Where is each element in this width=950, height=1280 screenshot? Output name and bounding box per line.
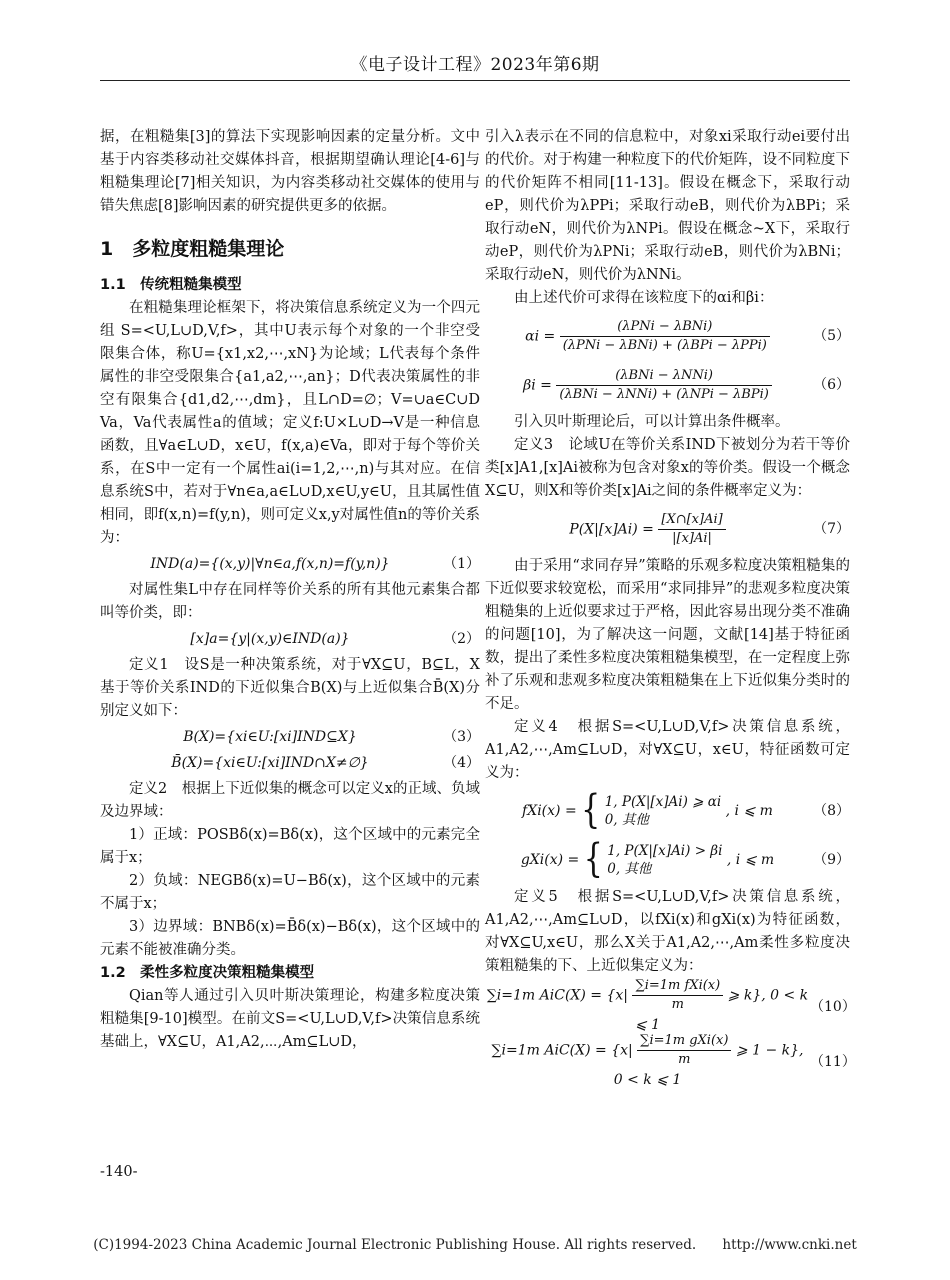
fraction	[560, 318, 770, 355]
definition-1: 定义1 设S是一种决策系统，对于∀X⊆U，B⊆L，X基于等价关系IND的下近似集合B(X)与上近似集合B̄(X)分别定义如下：	[100, 657, 480, 719]
equation-number: （3）	[443, 729, 480, 745]
paragraph: Qian等人通过引入贝叶斯决策理论，构建多粒度决策粗糙集[9-10]模型。在前文S=<U,L∪D,V,f>决策信息系统基础上，∀X⊆U，A1,A2,⋯,Am⊆L∪D，	[100, 988, 480, 1050]
numerator: (λBNi − λNNi)	[556, 367, 771, 386]
equation-rhs: ⩾ 1 − k}, 0 < k ⩽ 1	[613, 1042, 804, 1088]
paragraph: 对属性集L中存在同样等价关系的所有其他元素集合都叫等价类，即：	[100, 582, 480, 621]
numerator: ∑i=1m gXi(x)	[637, 1032, 731, 1051]
definition-5: 定义5 根据S=<U,L∪D,V,f>决策信息系统，A1,A2,⋯,Am⊆L∪D，以fXi(x)和gXi(x)为特征函数，对∀X⊆U,x∈U，那么X关于A1,A2,⋯,Am柔性多粒度决策粗糙集的下、上近似集定义为：	[485, 889, 850, 974]
equation-lhs: fXi(x) =	[522, 803, 577, 819]
equation-10	[485, 978, 856, 1033]
denominator: |[x]Ai|	[672, 530, 712, 546]
fraction	[556, 367, 771, 404]
equation-lhs: ∑i=1m AiC(X) = {x|	[486, 987, 628, 1004]
fraction	[632, 977, 723, 1014]
equation-6	[485, 362, 850, 408]
equation-expression: [x]a={y|(x,y)∈IND(a)}	[190, 631, 350, 647]
left-brace: {	[583, 836, 603, 883]
equation-lhs: P(X|[x]Ai) =	[569, 521, 654, 537]
equation-number: （8）	[813, 802, 850, 819]
equation-number: （5）	[813, 327, 850, 344]
equation-lhs: ∑i=1m AiC(X) = {x|	[491, 1042, 633, 1059]
footer-url[interactable]: http://www.cnki.net	[722, 1237, 857, 1253]
equation-lhs: gXi(x) =	[520, 852, 580, 868]
paragraph: 由上述代价可求得在该粒度下的αi和βi：	[514, 290, 774, 306]
intro-paragraph: 据，在粗糙集[3]的算法下实现影响因素的定量分析。文中基于内容类移动社交媒体抖音，根据期望确认理论[4-6]与粗糙集理论[7]相关知识，为内容类移动社交媒体的使用与错失焦虑[8]影响因素的研究提供更多的依据。	[100, 129, 480, 214]
right-column	[485, 126, 856, 1091]
numerator: [X∩[x]Ai]	[658, 511, 725, 530]
paragraph: 引入贝叶斯理论后，可以计算出条件概率。	[514, 414, 790, 430]
paragraph: 由于采用“求同存异”策略的乐观多粒度决策粗糙集的下近似要求较宽松，而采用“求同排异”的悲观多粒度决策粗糙集的上近似要求过于严格，因此容易出现分类不准确的问题[10]，为了解决这一问题，文献[14]基于特征函数，提出了柔性多粒度决策粗糙集模型，在一定程度上弥补了乐观和悲观多粒度决策粗糙集在上下近似集分类时的不足。	[485, 558, 850, 712]
equation-expression	[485, 977, 810, 1037]
equation-5	[485, 313, 850, 359]
paragraph: 在粗糙集理论框架下，将决策信息系统定义为一个四元组 S=<U,L∪D,V,f>，其中U表示每个对象的一个非空受限集合体，称U={x1,x2,⋯,xN}为论域；L代表每个条件属性的非空受限集合{a1,a2,⋯,an}；D代表决策属性的非空有限集合{d1,d2,⋯,dm}，且L∩D=∅；V=∪a∈C∪D Va，Va代表属性a的值域；定义f:U×L∪D→V是一种信息函数，且∀a∈L∪D，x∈U，f(x,a)∈Va，即对于每个等价关系，在S中一定有一个属性ai(i=1,2,⋯,n)与其对应。在信息系统S中，若对于∀n∈a,a∈L∪D,x∈U,y∈U，且其属性值相同，即f(x,n)=f(y,n)，则可定义x,y对属性值n的等价关系为：	[100, 300, 480, 546]
copyright-text: (C)1994-2023 China Academic Journal Electronic Publishing House. All rights reserved.	[93, 1237, 697, 1253]
equation-expression	[485, 1032, 810, 1092]
equation-11	[485, 1033, 856, 1088]
case-1: 1, P(X|[x]Ai) > βi	[607, 843, 723, 859]
equation-number: （7）	[813, 520, 850, 537]
condition: , i ⩽ m	[725, 803, 773, 819]
equation-expression: IND(a)={(x,y)|∀n∈a,f(x,n)=f(y,n)}	[150, 556, 390, 572]
cases	[607, 842, 722, 878]
left-column	[100, 126, 480, 1054]
equation-4	[100, 752, 480, 775]
paragraph: 引入λ表示在不同的信息粒中，对象xi采取行动ei要付出的代价。对于构建一种粒度下的代价矩阵，设不同粒度下的代价矩阵不相同[11-13]。假设在概念下，采取行动eP，则代价为λPPi；采取行动eB，则代价为λBPi；采取行动eN，则代价为λNPi。假设在概念~X下，采取行动eP，则代价为λPNi；采取行动eB，则代价为λBNi；采取行动eN，则代价为λNNi。	[485, 129, 850, 283]
left-brace: {	[581, 787, 601, 834]
negative-region: 2）负域：NEGBδ(x)=U−Bδ(x)，这个区域中的元素不属于x；	[100, 873, 480, 912]
equation-expression: B̄(X)={xi∈U:[xi]IND∩X≠∅}	[171, 755, 369, 771]
section-heading-1: 1 多粒度粗糙集理论	[100, 238, 285, 260]
case-2: 0, 其他	[607, 861, 652, 877]
denominator: m	[678, 1052, 691, 1067]
equation-7	[485, 506, 850, 552]
equation-lhs: βi =	[523, 377, 552, 393]
condition: , i ⩽ m	[726, 852, 775, 868]
cases	[605, 793, 722, 829]
equation-expression: B(X)={xi∈U:[xi]IND⊆X}	[183, 729, 357, 745]
equation-number: （4）	[443, 755, 480, 771]
definition-4: 定义4 根据S=<U,L∪D,V,f>决策信息系统，A1,A2,⋯,Am⊆L∪D，对∀X⊆U，x∈U，特征函数可定义为：	[485, 719, 850, 781]
equation-3	[100, 726, 480, 749]
equation-number: （6）	[813, 376, 850, 393]
case-1: 1, P(X|[x]Ai) ⩾ αi	[604, 794, 722, 810]
equation-number: （11）	[810, 1053, 856, 1070]
definition-2: 定义2 根据上下近似集的概念可以定义x的正域、负域及边界域：	[100, 781, 480, 820]
journal-header: 《电子设计工程》2023年第6期	[350, 55, 600, 75]
equation-number: （2）	[443, 631, 480, 647]
equation-expression	[485, 367, 810, 404]
numerator: (λPNi − λBNi)	[560, 318, 770, 337]
equation-8	[485, 788, 850, 834]
fraction	[637, 1032, 731, 1069]
equation-2	[100, 628, 480, 651]
equation-number: （9）	[813, 851, 850, 868]
equation-1	[100, 553, 480, 576]
equation-expression	[485, 318, 810, 355]
definition-3: 定义3 论域U在等价关系IND下被划分为若干等价类[x]A1,[x]Ai被称为包含对象x的等价类。假设一个概念X⊆U，则X和等价类[x]Ai之间的条件概率定义为：	[485, 437, 850, 499]
equation-expression	[485, 787, 810, 834]
numerator: ∑i=1m fXi(x)	[632, 977, 723, 996]
equation-expression	[485, 511, 810, 548]
denominator: (λBNi − λNNi) + (λNPi − λBPi)	[559, 386, 769, 402]
copyright-footer	[0, 1237, 950, 1253]
case-2: 0, 其他	[604, 812, 649, 828]
positive-region: 1）正域：POSBδ(x)=Bδ(x)，这个区域中的元素完全属于x；	[100, 827, 480, 866]
denominator: (λPNi − λBNi) + (λBPi − λPPi)	[562, 337, 767, 353]
equation-9	[485, 837, 850, 883]
subsection-heading-1-1: 1.1 传统粗糙集模型	[100, 277, 242, 293]
header-rule	[100, 80, 850, 81]
denominator: m	[671, 997, 684, 1012]
equation-lhs: αi =	[525, 328, 556, 344]
page-number: -140-	[100, 1164, 138, 1180]
equation-number: （10）	[810, 998, 856, 1015]
subsection-heading-1-2: 1.2 柔性多粒度决策粗糙集模型	[100, 965, 315, 981]
equation-expression	[485, 836, 810, 883]
equation-rhs: ⩾ k}, 0 < k ⩽ 1	[634, 987, 809, 1033]
boundary-region: 3）边界域：BNBδ(x)=B̄δ(x)−Bδ(x)，这个区域中的元素不能被准确分类。	[100, 919, 480, 958]
equation-number: （1）	[443, 556, 480, 572]
fraction	[658, 511, 725, 548]
